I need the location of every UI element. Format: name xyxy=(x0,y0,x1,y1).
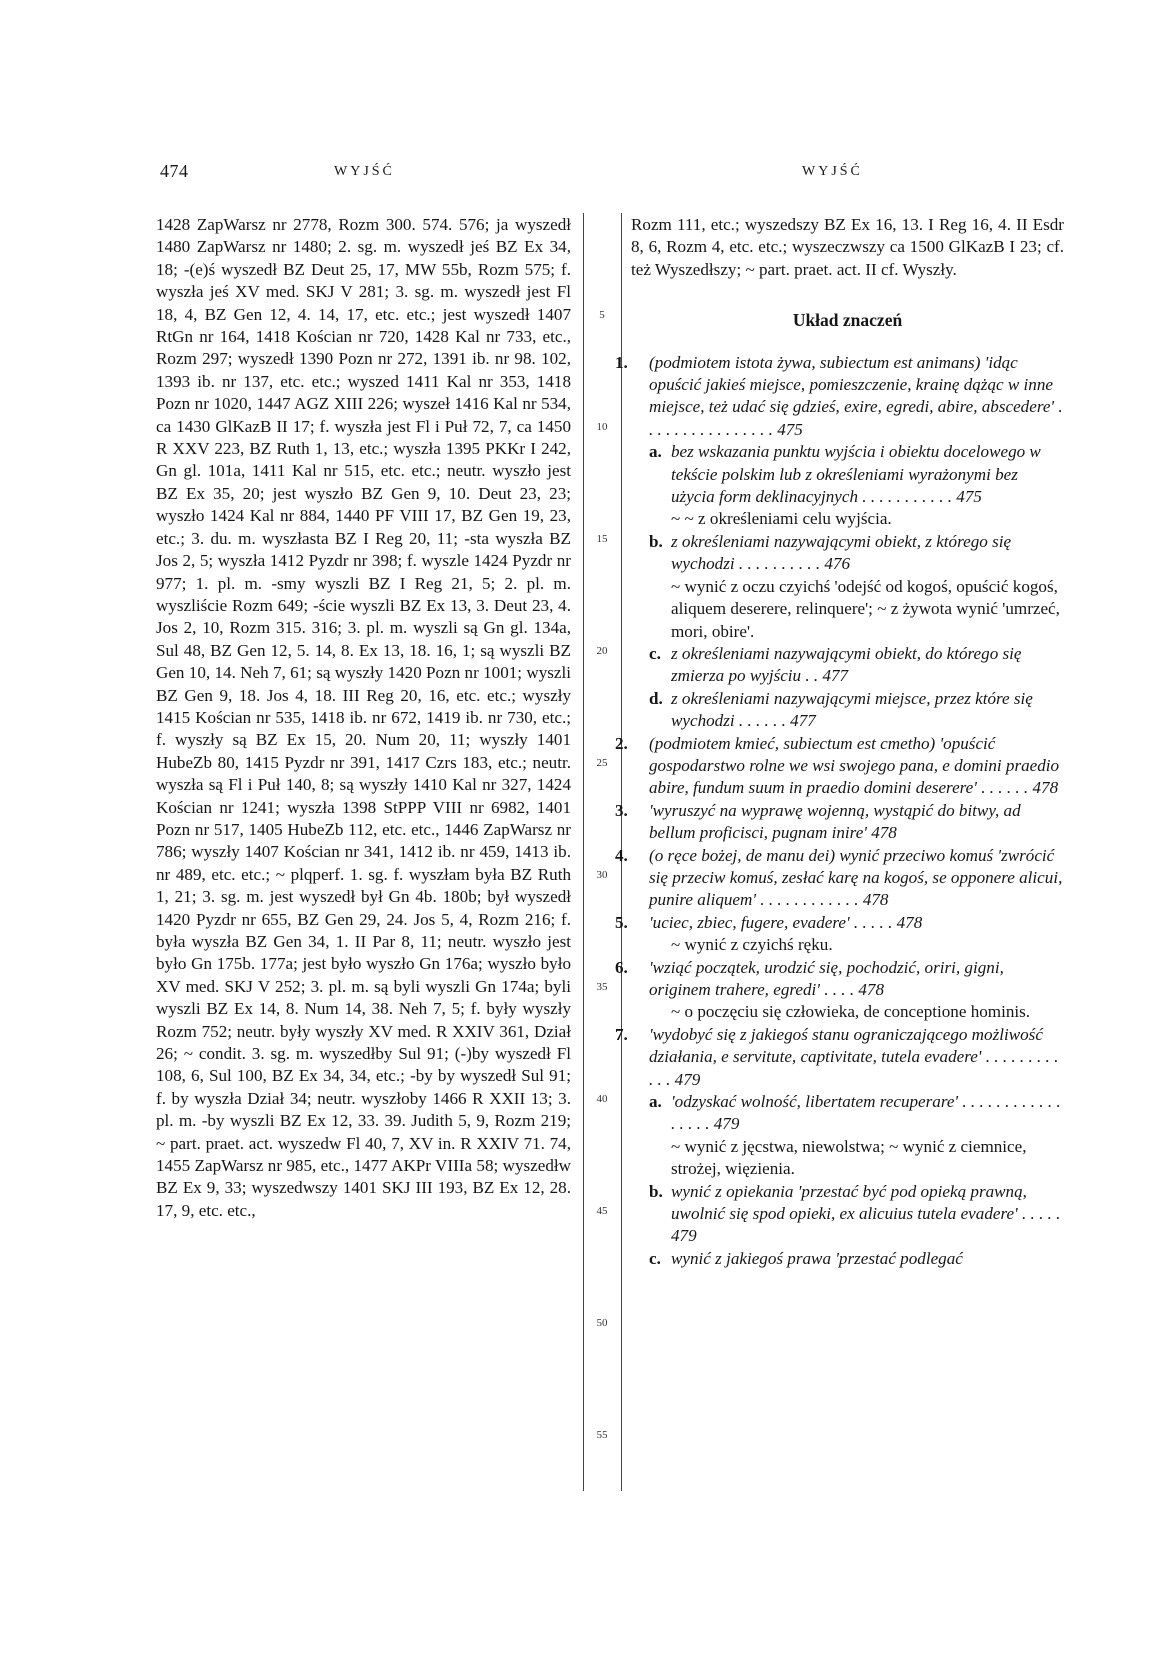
sense-text: 'wziąć początek, urodzić się, pochodzić, oriri, gigni, originem trahere, egredi' . . . . 478 xyxy=(649,957,1004,999)
subsense-entry xyxy=(631,643,1064,688)
subsense-text: ~ o poczęciu się człowieka, de conceptione hominis. xyxy=(671,1002,1031,1022)
subsense-entry xyxy=(631,1001,1064,1023)
subsense-letter: d. xyxy=(649,688,663,708)
subsense-text: 'odzyskać wolność, libertatem recuperare' . . . . . . . . . . . . . . . . . 479 xyxy=(671,1092,1061,1134)
subsense-entry xyxy=(631,1136,1064,1181)
subsense-text: ~ wynić z jęcstwa, niewolstwa; ~ wynić z ciemnice, strożej, więzienia. xyxy=(671,1136,1027,1179)
sense-entry xyxy=(615,1024,1064,1091)
line-number: 10 xyxy=(596,420,608,433)
sense-number: 1. xyxy=(615,352,628,372)
senses-list xyxy=(615,352,1064,1271)
line-number: 15 xyxy=(596,532,608,545)
sense-number: 7. xyxy=(615,1024,628,1044)
subsense-text: z określeniami nazywającymi obiekt, z którego się wychodzi . . . . . . . . . . 476 xyxy=(671,531,1012,574)
line-number: 35 xyxy=(596,980,608,993)
sense-number: 5. xyxy=(615,912,628,932)
line-number: 40 xyxy=(596,1092,608,1105)
right-column-intro: Rozm 111, etc.; wyszedszy BZ Ex 16, 13. I Reg 16, 4. II Esdr 8, 6, Rozm 4, etc. etc.; wyszeczwszy ca 1500 GlKazB I 23; cf. też Wyszedłszy; ~ part. praet. act. II cf. Wyszły. xyxy=(631,215,1064,279)
subsense-letter: b. xyxy=(649,531,663,551)
line-number: 55 xyxy=(596,1428,608,1441)
subsense-entry xyxy=(631,1181,1064,1248)
sense-text: 'uciec, zbiec, fugere, evadere' . . . . . 478 xyxy=(649,912,923,932)
subsense-text: z określeniami nazywającymi miejsce, przez które się wychodzi . . . . . . 477 xyxy=(671,688,1033,731)
subsense-text: wynić z jakiegoś prawa 'przestać podlegać xyxy=(671,1248,963,1268)
subsense-text: z określeniami nazywającymi obiekt, do którego się zmierza po wyjściu . . 477 xyxy=(671,643,1022,686)
subsense-text: ~ wynić z oczu czyichś 'odejść od kogoś, opuścić kogoś, aliquem deserere, relinquere'; ~ z żywota wynić 'umrzeć, mori, obire'. xyxy=(671,576,1060,641)
running-head-left: WYJŚĆ xyxy=(334,164,395,179)
line-number: 25 xyxy=(596,756,608,769)
sense-entry xyxy=(615,845,1064,912)
subsense-letter: c. xyxy=(649,643,661,663)
line-number: 50 xyxy=(596,1316,608,1329)
sense-text: 'wydobyć się z jakiegoś stanu ograniczającego możliwość działania, e servitute, captivitate, tutela evadere' . . . . . . . . . . . . 479 xyxy=(649,1024,1059,1089)
sense-entry xyxy=(615,733,1064,800)
left-column xyxy=(156,214,571,1222)
left-column-text: 1428 ZapWarsz nr 2778, Rozm 300. 574. 576; ja wyszedł 1480 ZapWarsz nr 1480; 2. sg. m. wyszedł jeś BZ Ex 34, 18; -(e)ś wyszedł BZ Deut 25, 17, MW 55b, Rozm 575; f. wyszła jeś XV med. SKJ V 281; 3. sg. m. wyszedł jest Fl 18, 4, BZ Gen 12, 4. 14, 17, etc. etc.; jest wyszedł 1407 RtGn nr 164, 1418 Kościan nr 720, 1428 Kal nr 733, etc., Rozm 297; wyszedł 1390 Pozn nr 272, 1391 ib. nr 98. 102, 1393 ib. nr 137, etc. etc.; wyszed 1411 Kal nr 353, 1418 Pozn nr 1020, 1447 AGZ XIII 226; wyszeł 1416 Kal nr 534, ca 1430 GlKazB II 17; f. wyszła jest Fl i Puł 72, 7, ca 1450 R XXV 223, BZ Ruth 1, 13, etc.; wyszła 1395 PKKr I 242, Gn gl. 101a, 1411 Kal nr 515, etc. etc.; neutr. wyszło jest BZ Ex 35, 20; jest wyszło BZ Gen 9, 10. Deut 23, 23; wyszło 1424 Kal nr 884, 1440 PF VIII 17, BZ Gen 19, 23, etc.; 3. du. m. wyszłasta BZ I Reg 20, 11; -sta wyszła BZ Jos 2, 5; wyszła 1412 Pyzdr nr 398; f. wyszle 1424 Pyzdr nr 977; 1. pl. m. -smy wyszli BZ I Reg 21, 5; 2. pl. m. wyszliście Rozm 649; -ście wyszli BZ Ex 13, 3. Deut 23, 4. Jos 2, 10, Rozm 315. 316; 3. pl. m. wyszli są Gn gl. 134a, Sul 48, BZ Gen 12, 5. 14, 8. Ex 13, 18. 16, 1; są wyszli BZ Gen 10, 14. Neh 7, 61; są wyszły 1420 Pozn nr 1001; wyszli BZ Gen 9, 18. Jos 4, 18. III Reg 20, 16, etc. etc.; wyszły 1415 Kościan nr 535, 1418 ib. nr 672, 1419 ib. nr 730, etc.; f. wyszły są BZ Ex 15, 20. Num 20, 11; wyszły 1401 HubeZb 80, 1415 Pyzdr nr 391, 1417 Czrs 183, etc.; neutr. wyszła są Fl i Puł 140, 8; są wyszły 1410 Kal nr 327, 1424 Kościan nr 1241; wyszła 1398 StPPP VIII nr 6982, 1401 Pozn nr 517, 1405 HubeZb 112, etc. etc., 1446 ZapWarsz nr 786; wyszły 1407 Kościan nr 341, 1412 ib. nr 459, 1413 ib. nr 489, etc. etc.; ~ plqperf. 1. sg. f. wyszłam była BZ Ruth 1, 21; 3. sg. m. jest wyszedł był Gn 4b. 180b; był wyszedł 1420 Pyzdr nr 655, BZ Gen 29, 24. Jos 5, 4, Rozm 216; f. była wyszła BZ Gen 34, 1. II Par 8, 11; neutr. wyszło jest było Gn 175b. 177a; jest było wyszło Gn 176a; wyszło było XV med. SKJ V 252; 3. pl. m. są byli wyszli Gn 174a; byli wyszli BZ Ex 14, 8. Num 14, 38. Neh 7, 5; f. były wyszły Rozm 752; neutr. były wyszły XV med. R XXIV 361, Dział 26; ~ condit. 3. sg. m. wyszedłby Sul 91; (-)by wyszedł Fl 108, 6, Sul 100, BZ Ex 34, 34, etc.; -by by wyszedł Sul 91; f. by wyszła Dział 34; neutr. wyszłoby 1466 R XXII 13; 3. pl. m. -by wyszli BZ Ex 12, 33. 39. Judith 5, 9, Rozm 219; ~ part. praet. act. wyszedw Fl 40, 7, XV in. R XXIV 71. 74, 1455 ZapWarsz nr 985, etc., 1477 AKPr VIIIa 58; wyszedłw BZ Ex 9, 33; wyszedwszy 1401 SKJ III 193, BZ Ex 12, 28. 17, 9, etc. etc., xyxy=(156,215,571,1220)
subsense-entry xyxy=(631,1091,1064,1136)
column-rule-left xyxy=(583,213,584,1491)
subsense-text: wynić z opiekania 'przestać być pod opieką prawną, uwolnić się spod opieki, ex alicuius tutela evadere' . . . . . 479 xyxy=(671,1181,1061,1246)
subsense-letter: b. xyxy=(649,1181,663,1201)
subsense-letter: a. xyxy=(649,1092,662,1112)
line-number: 30 xyxy=(596,868,608,881)
line-number: 45 xyxy=(596,1204,608,1217)
sense-text: (o ręce bożej, de manu dei) wynić przeciwo komuś 'zwrócić się przeciw komuś, zesłać karę na kogoś, se opponere alicui, punire aliquem' . . . . . . . . . . . . 478 xyxy=(649,845,1063,910)
subsense-letter: c. xyxy=(649,1248,661,1268)
sense-text: (podmiotem kmieć, subiectum est cmetho) 'opuścić gospodarstwo rolne we wsi swojego pana, e domini praedio abire, fundum suum in praedio domini deserere' . . . . . . 478 xyxy=(649,733,1060,798)
subsense-entry xyxy=(631,1248,1064,1270)
page-number: 474 xyxy=(160,161,189,181)
subsense-entry xyxy=(631,934,1064,956)
subsense-letter: a. xyxy=(649,442,662,462)
subsense-entry xyxy=(631,508,1064,530)
subsense-entry xyxy=(631,688,1064,733)
sense-number: 2. xyxy=(615,733,628,753)
sense-entry xyxy=(615,912,1064,934)
subsense-text: ~ wynić z czyichś ręku. xyxy=(671,935,833,955)
subsense-entry xyxy=(631,576,1064,643)
sense-number: 6. xyxy=(615,957,628,977)
sense-entry xyxy=(615,352,1064,442)
right-column xyxy=(615,214,1064,1270)
sense-text: (podmiotem istota żywa, subiectum est animans) 'idąc opuścić jakieś miejsce, pomieszczenie, krainę dążąc w inne miejsce, też udać się gdzieś, exire, egredi, abire, abscedere' . . . . . . . . . . . . . . . . 475 xyxy=(649,352,1063,439)
sense-entry xyxy=(615,800,1064,845)
line-number: 20 xyxy=(596,644,608,657)
sense-text: 'wyruszyć na wyprawę wojenną, wystąpić do bitwy, ad bellum proficisci, pugnam inire' 478 xyxy=(649,800,1021,843)
running-head-right: WYJŚĆ xyxy=(802,164,863,179)
subsense-entry xyxy=(631,441,1064,508)
sense-entry xyxy=(615,957,1064,1002)
line-number: 5 xyxy=(599,308,605,321)
sense-number: 4. xyxy=(615,845,628,865)
subsense-text: ~ ~ z określeniami celu wyjścia. xyxy=(671,509,892,529)
subsense-entry xyxy=(631,531,1064,576)
sense-number: 3. xyxy=(615,800,628,820)
subsense-text: bez wskazania punktu wyjścia i obiektu docelowego w tekście polskim lub z określeniami wyrażonymi bez użycia form deklinacyjnych . . . . . . . . . . . 475 xyxy=(671,442,1041,507)
section-heading: Układ znaczeń xyxy=(792,310,903,331)
